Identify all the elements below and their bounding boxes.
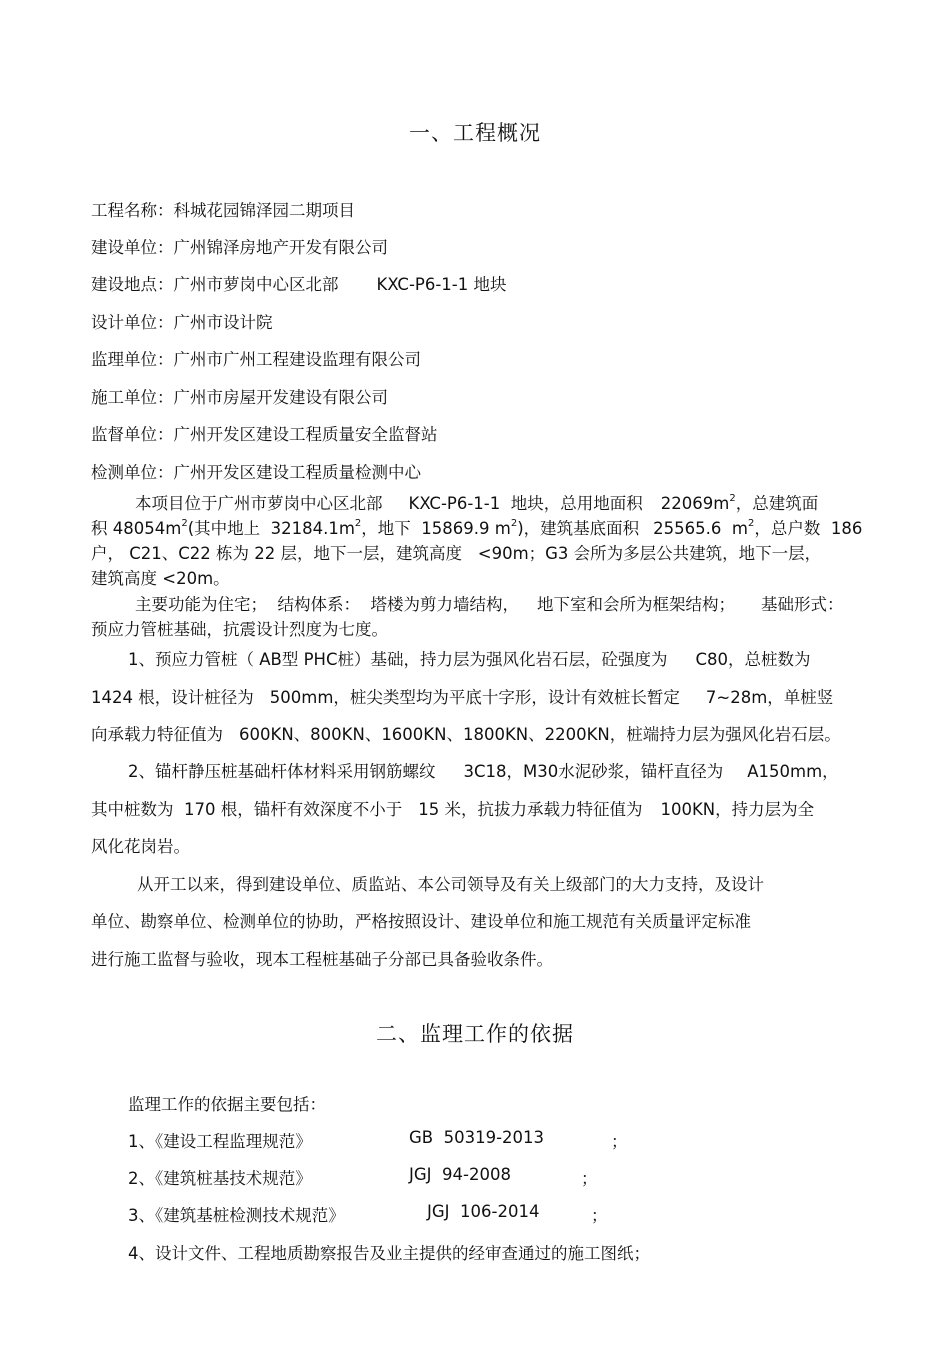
item-code: GB 50319-2013 bbox=[409, 1128, 545, 1147]
para3-line-1: 从开工以来，得到建设单位、质监站、本公司领导及有关上级部门的大力支持，及设计 bbox=[137, 875, 764, 894]
text-span: 22069m bbox=[660, 494, 730, 513]
info-value: 广州锦泽房地产开发有限公司 bbox=[173, 238, 388, 257]
item1-line-1 bbox=[128, 646, 811, 670]
text-span: 100KN，持力层为全 bbox=[660, 800, 815, 819]
info-label: 检测单位： bbox=[91, 463, 174, 482]
section-2-intro: 监理工作的依据主要包括： bbox=[128, 1095, 326, 1114]
text-span: ，总建筑面 bbox=[735, 494, 819, 513]
item2-line-3: 风化花岗岩。 bbox=[91, 837, 190, 856]
info-line-developer bbox=[91, 234, 388, 258]
item-end: ； bbox=[581, 1169, 598, 1188]
para1-line-4: 建筑高度 <20m。 bbox=[91, 569, 230, 588]
text-span: 15 米，抗拔力承载力特征值为 bbox=[418, 800, 643, 819]
para2-line-1 bbox=[135, 591, 843, 615]
text-span: 主要功能为住宅； 结构体系： 塔楼为剪力墙结构， bbox=[135, 595, 519, 614]
item2-line-1 bbox=[128, 758, 839, 782]
text-span: 向承载力特征值为 bbox=[91, 725, 223, 744]
para1-line-3: 户， C21、C22 栋为 22 层，地下一层，建筑高度 <90m；G3 会所为多层公共建筑，地下一层， bbox=[91, 544, 822, 563]
item-end: ； bbox=[591, 1206, 608, 1225]
basis-item-4 bbox=[128, 1240, 650, 1264]
info-value: 广州市房屋开发建设有限公司 bbox=[173, 388, 388, 407]
info-line-supervision bbox=[91, 346, 421, 370]
info-label: 施工单位： bbox=[91, 388, 174, 407]
info-value: 广州开发区建设工程质量安全监督站 bbox=[173, 425, 438, 444]
info-value: 科城花园锦泽园二期项目 bbox=[173, 201, 355, 220]
info-value: 广州市萝岗中心区北部 bbox=[173, 275, 339, 294]
info-line-construction bbox=[91, 384, 388, 408]
text-span: A150mm， bbox=[747, 762, 839, 781]
text-span: 500mm，桩尖类型均为平底十字形，设计有效桩长暂定 bbox=[269, 688, 680, 707]
item-number: 3、 bbox=[128, 1206, 155, 1225]
superscript: 2 bbox=[747, 517, 755, 529]
superscript: 2 bbox=[354, 517, 362, 529]
text-span: C80，总桩数为 bbox=[695, 650, 811, 669]
basis-item-3 bbox=[128, 1202, 608, 1226]
info-line-location bbox=[91, 271, 507, 295]
text-span: (其中地上 32184.1m bbox=[187, 519, 355, 538]
info-label: 设计单位： bbox=[91, 313, 174, 332]
text-span: 3C18，M30水泥砂浆，锚杆直径为 bbox=[463, 762, 724, 781]
para3-line-2: 单位、勘察单位、检测单位的协助，严格按照设计、建设单位和施工规范有关质量评定标准 bbox=[91, 912, 751, 931]
text-span: 1424 根，设计桩径为 bbox=[91, 688, 254, 707]
text-span: 2、锚杆静压桩基础杆体材料采用钢筋螺纹 bbox=[128, 762, 436, 781]
info-label: 工程名称： bbox=[91, 201, 174, 220]
superscript: 2 bbox=[729, 492, 736, 504]
section-1-title: 一、工程概况 bbox=[409, 121, 541, 145]
info-label: 监理单位： bbox=[91, 350, 174, 369]
item1-line-3 bbox=[91, 721, 841, 745]
para1-line-1 bbox=[135, 490, 818, 514]
info-value-extra: KXC-P6-1-1 地块 bbox=[376, 275, 507, 294]
info-label: 监督单位： bbox=[91, 425, 174, 444]
section-2-title: 二、监理工作的依据 bbox=[376, 1022, 574, 1046]
info-value: 广州市设计院 bbox=[173, 313, 273, 332]
info-label: 建设单位： bbox=[91, 238, 174, 257]
text-span: 地下室和会所为框架结构； bbox=[536, 595, 735, 614]
text-span: 1、预应力管桩（ AB型 PHC桩）基础，持力层为强风化岩石层，砼强度为 bbox=[128, 650, 668, 669]
text-span: )，建筑基底面积 bbox=[517, 519, 640, 538]
text-span: 600KN、800KN、1600KN、1800KN、2200KN，桩端持力层为强风化岩石层。 bbox=[239, 725, 841, 744]
item1-line-2 bbox=[91, 684, 833, 708]
text-span: 25565.6 m bbox=[653, 519, 748, 538]
item-name: 《建筑基桩检测技术规范》 bbox=[155, 1206, 345, 1225]
item-end: ； bbox=[611, 1132, 628, 1151]
item-number: 2、 bbox=[128, 1169, 155, 1188]
basis-item-2 bbox=[128, 1165, 598, 1189]
info-line-project-name bbox=[91, 197, 355, 221]
text-span: 7~28m，单桩竖 bbox=[705, 688, 834, 707]
text-span: 基础形式： bbox=[760, 595, 844, 614]
text-span: KXC-P6-1-1 地块，总用地面积 bbox=[408, 494, 643, 513]
item-name: 《建筑桩基技术规范》 bbox=[155, 1169, 312, 1188]
basis-item-1 bbox=[128, 1128, 628, 1152]
item-code: JGJ 94-2008 bbox=[409, 1165, 511, 1184]
text-span: 积 48054m bbox=[91, 519, 182, 538]
text-span: ，总户数 186 bbox=[754, 519, 863, 538]
text-span: 其中桩数为 170 根，锚杆有效深度不小于 bbox=[91, 800, 403, 819]
superscript: 2 bbox=[181, 517, 188, 529]
item-name: 设计文件、工程地质勘察报告及业主提供的经审查通过的施工图纸； bbox=[155, 1244, 650, 1263]
superscript: 2 bbox=[510, 517, 518, 529]
item-number: 1、 bbox=[128, 1132, 155, 1151]
info-label: 建设地点： bbox=[91, 275, 174, 294]
text-span: 本项目位于广州市萝岗中心区北部 bbox=[135, 494, 383, 513]
item-number: 4、 bbox=[128, 1244, 155, 1263]
info-value: 广州市广州工程建设监理有限公司 bbox=[173, 350, 421, 369]
item2-line-2 bbox=[91, 796, 814, 820]
info-line-testing bbox=[91, 459, 421, 483]
para3-line-3: 进行施工监督与验收，现本工程桩基础子分部已具备验收条件。 bbox=[91, 950, 553, 969]
info-line-design bbox=[91, 309, 273, 333]
info-line-oversight bbox=[91, 421, 438, 445]
text-span: ，地下 15869.9 m bbox=[361, 519, 511, 538]
para1-line-2 bbox=[91, 515, 862, 539]
para2-line-2: 预应力管桩基础，抗震设计烈度为七度。 bbox=[91, 620, 388, 639]
item-code: JGJ 106-2014 bbox=[427, 1202, 540, 1221]
info-value: 广州开发区建设工程质量检测中心 bbox=[173, 463, 421, 482]
item-name: 《建设工程监理规范》 bbox=[155, 1132, 312, 1151]
